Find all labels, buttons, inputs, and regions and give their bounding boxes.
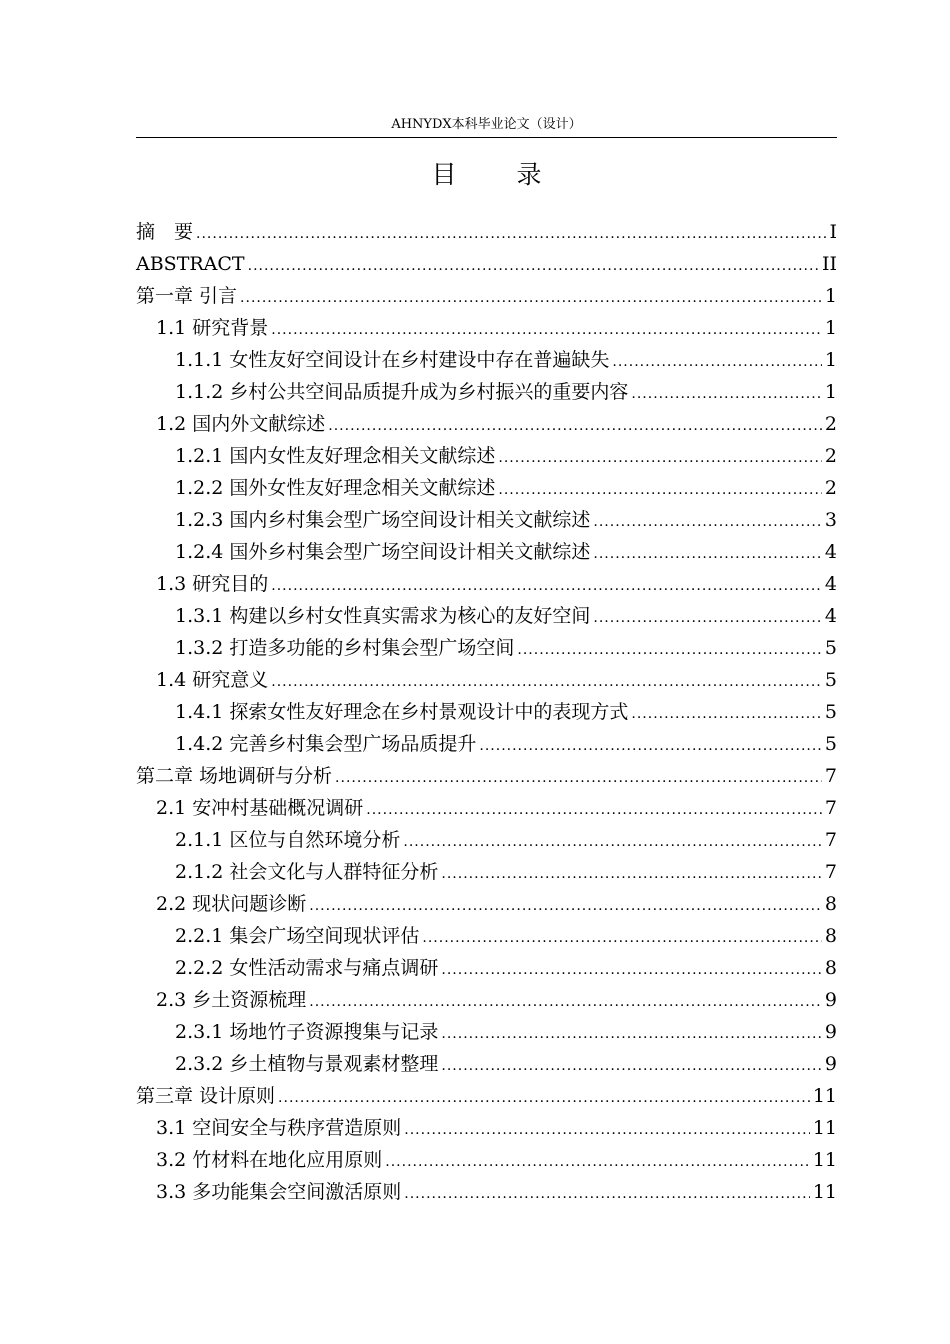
toc-entry-label: 1.3.1 构建以乡村女性真实需求为核心的友好空间 [175, 605, 591, 627]
toc-leader-dots [335, 762, 822, 794]
toc-entry-page: 11 [812, 1181, 837, 1203]
toc-entry[interactable] [136, 856, 837, 888]
toc-entry-label: 摘 要 [136, 221, 194, 243]
toc-entry-page: 5 [824, 669, 837, 691]
toc-leader-dots [248, 250, 819, 282]
toc-entry[interactable] [136, 568, 837, 600]
toc-entry-label: 3.2 竹材料在地化应用原则 [156, 1149, 383, 1171]
toc-entry-page: 8 [824, 957, 837, 979]
toc-entry[interactable] [136, 1080, 837, 1112]
toc-entry-page: 8 [824, 893, 837, 915]
toc-entry-label: 3.1 空间安全与秩序营造原则 [156, 1117, 402, 1139]
toc-entry-label: 1.3.2 打造多功能的乡村集会型广场空间 [175, 637, 515, 659]
toc-entry-page: 8 [824, 925, 837, 947]
toc-leader-dots [271, 570, 822, 602]
toc-entry[interactable] [136, 504, 837, 536]
toc-entry[interactable] [136, 280, 837, 312]
toc-entry[interactable] [136, 952, 837, 984]
toc-entry-label: 1.2.4 国外乡村集会型广场空间设计相关文献综述 [175, 541, 591, 563]
toc-entry[interactable] [136, 920, 837, 952]
toc-entry[interactable] [136, 344, 837, 376]
toc-entry[interactable] [136, 312, 837, 344]
toc-entry-label: 1.1.1 女性友好空间设计在乡村建设中存在普遍缺失 [175, 349, 610, 371]
toc-entry-label: 1.1 研究背景 [156, 317, 269, 339]
toc-entry-page: 3 [824, 509, 837, 531]
toc-entry-label: 2.1.2 社会文化与人群特征分析 [175, 861, 439, 883]
toc-leader-dots [498, 474, 822, 506]
toc-leader-dots [593, 506, 822, 538]
toc-leader-dots [196, 218, 826, 250]
toc-entry[interactable] [136, 600, 837, 632]
toc-entry-page: 5 [824, 701, 837, 723]
toc-entry-page: 4 [824, 605, 837, 627]
toc-entry-page: 5 [824, 637, 837, 659]
toc-leader-dots [479, 730, 822, 762]
toc-entry-page: 7 [824, 861, 837, 883]
toc-entry[interactable] [136, 760, 837, 792]
toc-entry[interactable] [136, 792, 837, 824]
toc-entry-page: 9 [824, 989, 837, 1011]
toc-entry-page: 5 [824, 733, 837, 755]
toc-entry-label: 1.2.2 国外女性友好理念相关文献综述 [175, 477, 496, 499]
toc-leader-dots [441, 1050, 822, 1082]
toc-leader-dots [593, 602, 822, 634]
toc-entry-page: 11 [812, 1085, 837, 1107]
toc-entry-label: 2.2.1 集会广场空间现状评估 [175, 925, 420, 947]
toc-entry-label: 2.3.2 乡土植物与景观素材整理 [175, 1053, 439, 1075]
toc-entry-page: 1 [824, 349, 837, 371]
toc-entry[interactable] [136, 536, 837, 568]
toc-entry-label: 1.2.1 国内女性友好理念相关文献综述 [175, 445, 496, 467]
toc-entry-label: 2.3.1 场地竹子资源搜集与记录 [175, 1021, 439, 1043]
toc-entry-label: ABSTRACT [136, 253, 245, 275]
toc-entry[interactable] [136, 1048, 837, 1080]
toc-leader-dots [441, 1018, 822, 1050]
toc-entry-page: 2 [824, 445, 837, 467]
toc-entry-page: I [829, 221, 837, 243]
toc-leader-dots [403, 826, 822, 858]
toc-entry[interactable] [136, 696, 837, 728]
toc-entry-page: 1 [824, 285, 837, 307]
toc-entry-page: 2 [824, 413, 837, 435]
toc-entry-page: II [821, 253, 837, 275]
toc-entry-label: 3.3 多功能集会空间激活原则 [156, 1181, 402, 1203]
toc-entry[interactable] [136, 984, 837, 1016]
toc-entry[interactable] [136, 216, 837, 248]
toc-leader-dots [593, 538, 822, 570]
toc-entry-page: 4 [824, 541, 837, 563]
toc-entry-label: 1.1.2 乡村公共空间品质提升成为乡村振兴的重要内容 [175, 381, 629, 403]
toc-entry-page: 1 [824, 317, 837, 339]
toc-entry-page: 11 [812, 1117, 837, 1139]
toc-entry-page: 7 [824, 829, 837, 851]
toc-leader-dots [366, 794, 822, 826]
toc-entry-page: 4 [824, 573, 837, 595]
toc-entry[interactable] [136, 1016, 837, 1048]
toc-leader-dots [441, 858, 822, 890]
toc-leader-dots [422, 922, 822, 954]
toc-leader-dots [240, 282, 822, 314]
toc-leader-dots [271, 314, 822, 346]
toc-entry-label: 1.4.1 探索女性友好理念在乡村景观设计中的表现方式 [175, 701, 629, 723]
toc-entry-page: 2 [824, 477, 837, 499]
toc-entry-label: 2.1 安冲村基础概况调研 [156, 797, 364, 819]
toc-entry[interactable] [136, 408, 837, 440]
toc-leader-dots [271, 666, 822, 698]
toc-entry[interactable] [136, 728, 837, 760]
toc-entry[interactable] [136, 888, 837, 920]
toc-entry-label: 1.2.3 国内乡村集会型广场空间设计相关文献综述 [175, 509, 591, 531]
toc-entry[interactable] [136, 248, 837, 280]
toc-leader-dots [404, 1114, 810, 1146]
toc-entry-label: 1.2 国内外文献综述 [156, 413, 326, 435]
toc-leader-dots [498, 442, 822, 474]
toc-entry[interactable] [136, 1144, 837, 1176]
table-of-contents [136, 216, 837, 1208]
toc-leader-dots [309, 986, 822, 1018]
toc-leader-dots [278, 1082, 810, 1114]
toc-entry-label: 1.4.2 完善乡村集会型广场品质提升 [175, 733, 477, 755]
header-rule [136, 137, 837, 138]
toc-entry-label: 2.3 乡土资源梳理 [156, 989, 307, 1011]
toc-entry-label: 第三章 设计原则 [136, 1085, 276, 1107]
toc-leader-dots [441, 954, 822, 986]
toc-entry-page: 1 [824, 381, 837, 403]
toc-entry[interactable] [136, 632, 837, 664]
toc-entry[interactable] [136, 824, 837, 856]
toc-entry[interactable] [136, 664, 837, 696]
toc-entry-label: 第二章 场地调研与分析 [136, 765, 333, 787]
toc-leader-dots [631, 698, 822, 730]
toc-entry-page: 7 [824, 765, 837, 787]
toc-entry-page: 9 [824, 1021, 837, 1043]
toc-leader-dots [328, 410, 822, 442]
toc-entry[interactable] [136, 472, 837, 504]
toc-leader-dots [309, 890, 822, 922]
toc-leader-dots [385, 1146, 810, 1178]
toc-leader-dots [631, 378, 822, 410]
toc-entry[interactable] [136, 376, 837, 408]
toc-entry-label: 1.4 研究意义 [156, 669, 269, 691]
toc-entry-page: 9 [824, 1053, 837, 1075]
toc-entry[interactable] [136, 1112, 837, 1144]
toc-entry[interactable] [136, 1176, 837, 1208]
toc-leader-dots [404, 1178, 810, 1210]
toc-entry-label: 2.2 现状问题诊断 [156, 893, 307, 915]
toc-entry-label: 2.2.2 女性活动需求与痛点调研 [175, 957, 439, 979]
toc-leader-dots [612, 346, 822, 378]
page-header: AHNYDX本科毕业论文（设计） [391, 117, 582, 132]
toc-entry-label: 1.3 研究目的 [156, 573, 269, 595]
toc-entry-page: 7 [824, 797, 837, 819]
toc-entry[interactable] [136, 440, 837, 472]
toc-title: 目 录 [431, 160, 568, 189]
toc-entry-page: 11 [812, 1149, 837, 1171]
toc-entry-label: 2.1.1 区位与自然环境分析 [175, 829, 401, 851]
toc-entry-label: 第一章 引言 [136, 285, 238, 307]
toc-leader-dots [517, 634, 822, 666]
